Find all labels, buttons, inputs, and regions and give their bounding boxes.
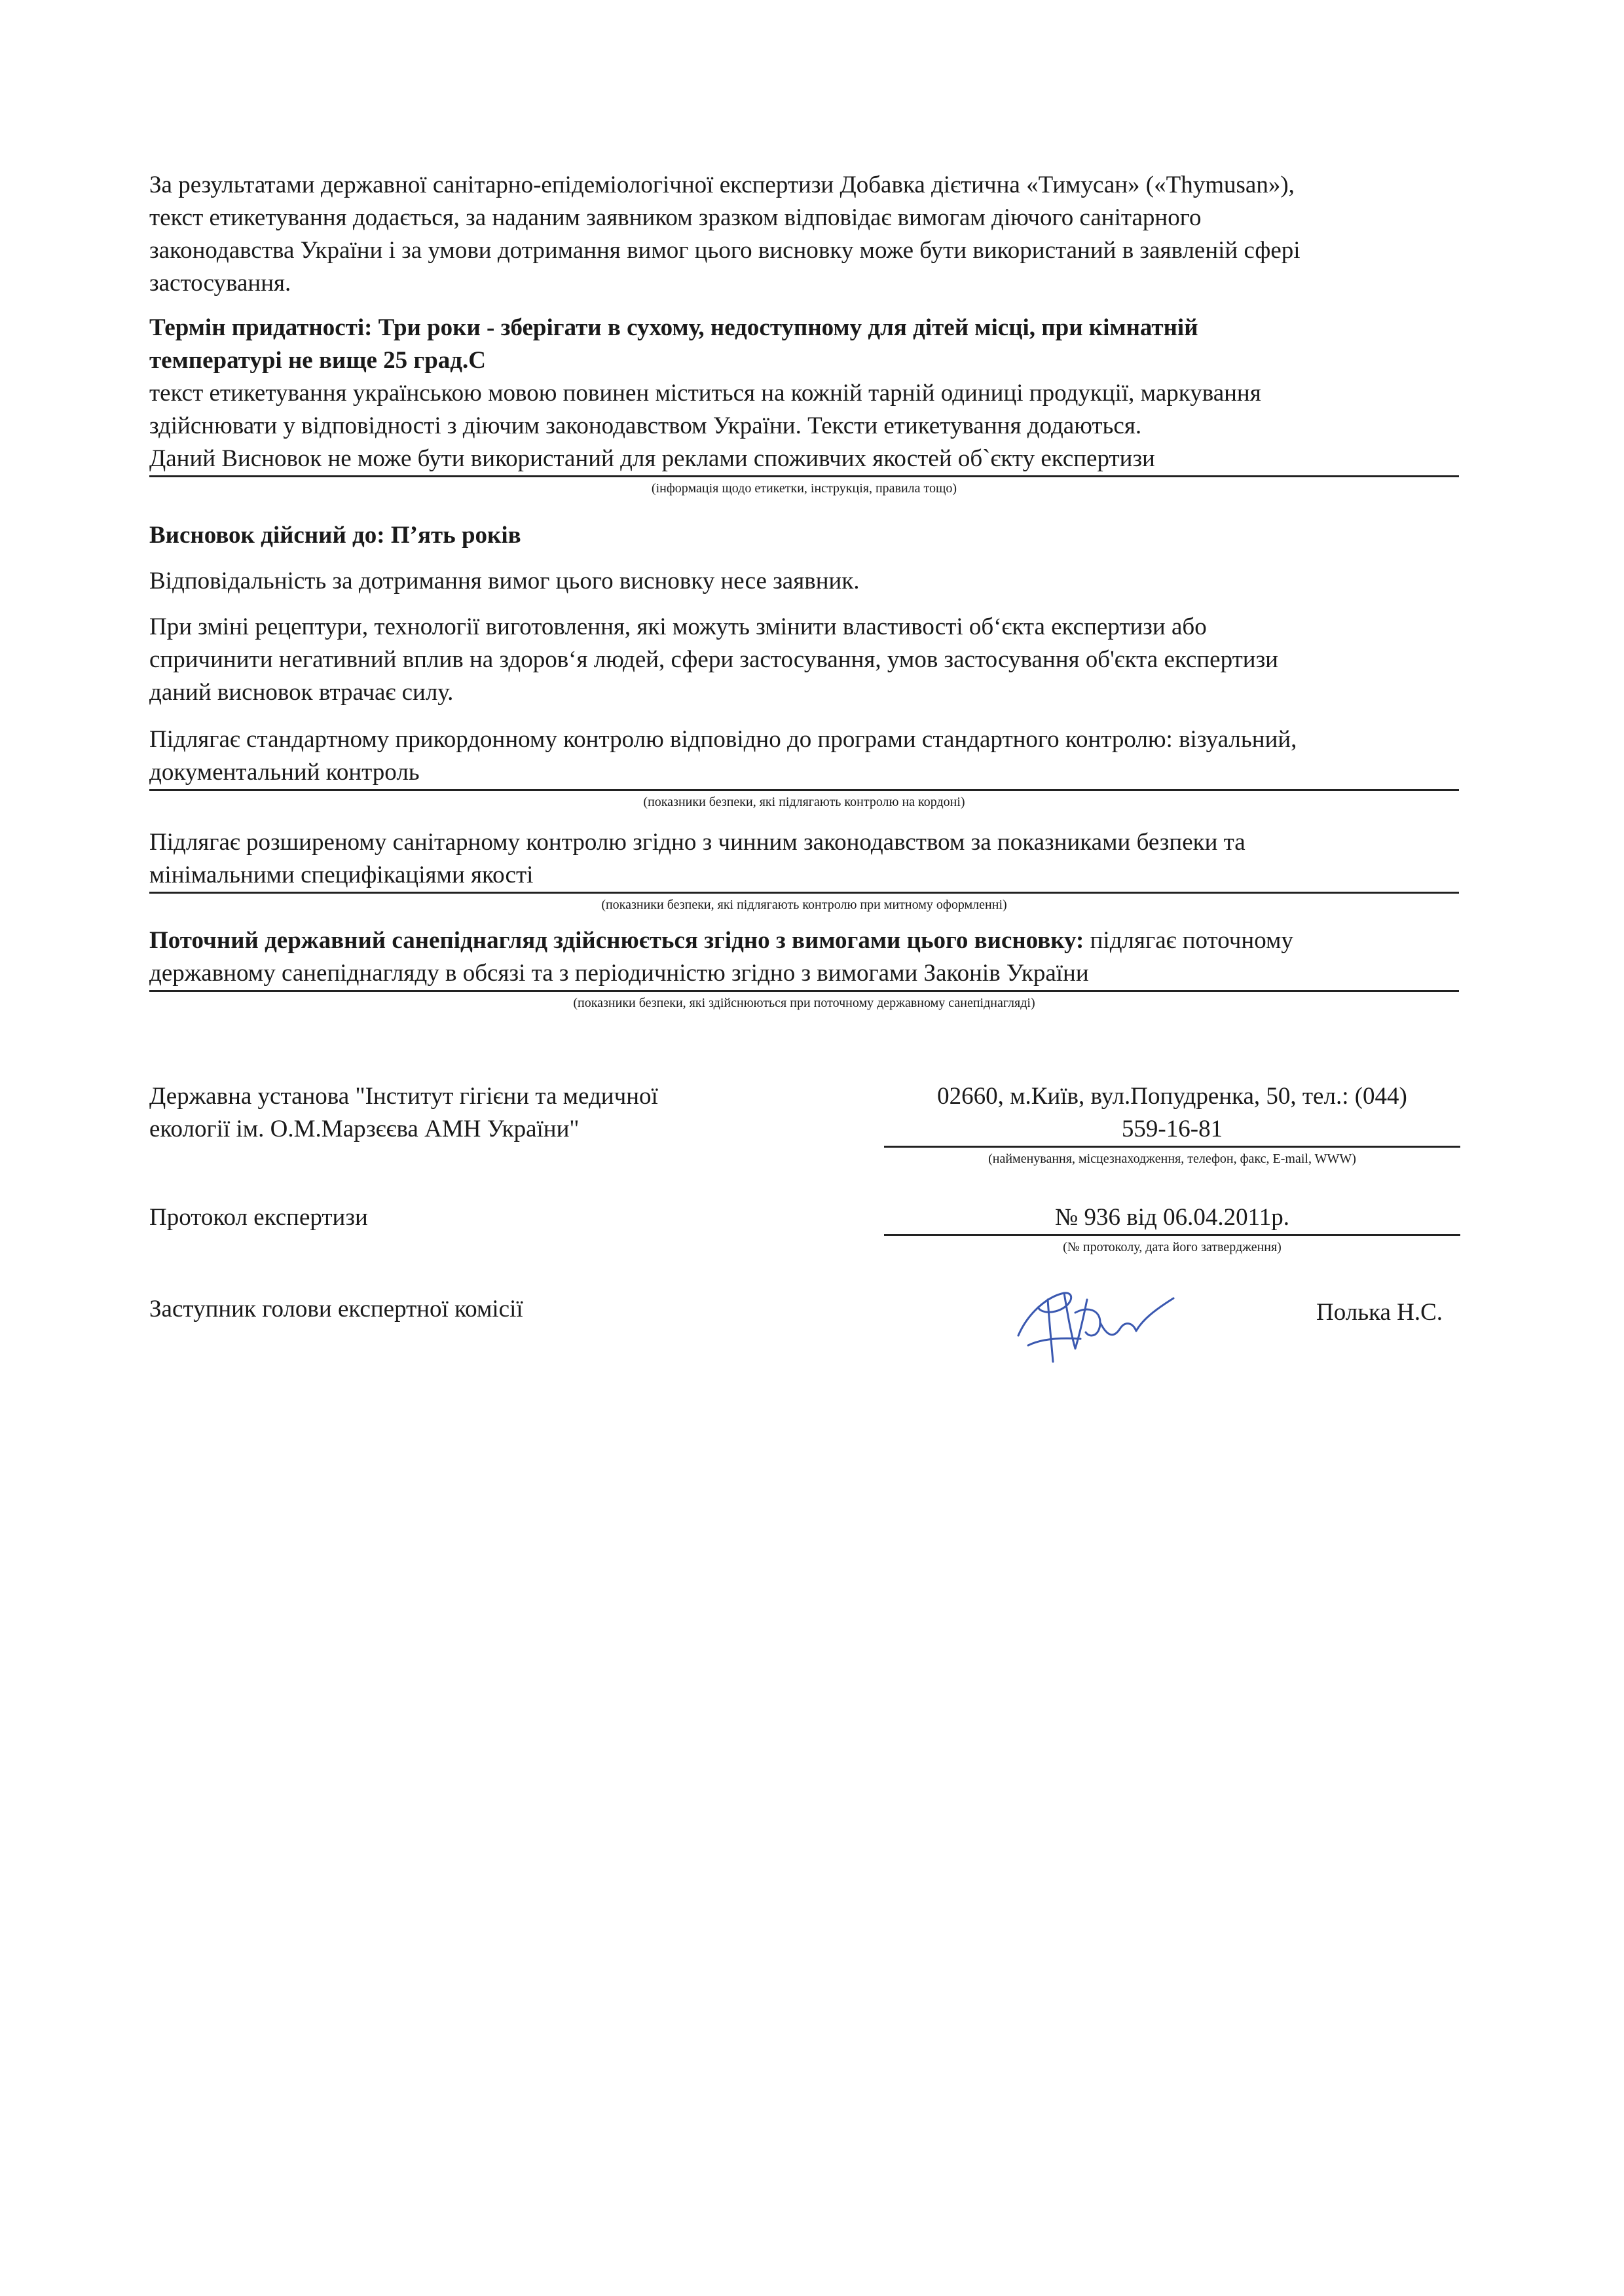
underline-rule <box>149 892 1459 894</box>
labeling-line: Даний Висновок не може бути використаний для реклами споживчих якостей об`єкту експертизи <box>149 445 1155 472</box>
labeling-line: здійснювати у відповідності з діючим законодавством України. Тексти етикетування додаються. <box>149 412 1142 439</box>
protocol-block <box>884 1201 1460 1257</box>
intro-paragraph <box>149 169 1459 300</box>
border-control-section <box>149 723 1459 812</box>
responsibility-text: Відповідальність за дотримання вимог цього висновку несе заявник. <box>149 568 860 594</box>
protocol-label: Протокол експертизи <box>149 1204 368 1231</box>
shelf-life-line: Термін придатності: Три роки - зберігати в сухому, недоступному для дітей місці, при кімнатній <box>149 314 1198 341</box>
underline-rule <box>884 1234 1460 1236</box>
underline-rule <box>149 475 1459 477</box>
shelf-life-paragraph <box>149 312 1459 377</box>
sanitary-control-caption: (показники безпеки, які підлягають контролю при митному оформленні) <box>601 898 1007 912</box>
labeling-section <box>149 377 1459 498</box>
underline-rule <box>149 990 1459 992</box>
intro-line: За результатами державної санітарно-епідеміологічної експертизи Добавка дієтична «Тимусан» («Thymusan»), <box>149 172 1295 198</box>
sanitary-control-line: мінімальними специфікаціями якості <box>149 862 534 888</box>
recipe-change-line: спричинити негативний вплив на здоров‘я людей, сфери застосування, умов застосування об'єкта експертизи <box>149 646 1278 673</box>
border-control-line: Підлягає стандартному прикордонному контролю відповідно до програми стандартного контролю: візуальний, <box>149 726 1297 753</box>
recipe-change-line: даний висновок втрачає силу. <box>149 679 454 706</box>
sanitary-control-section <box>149 826 1459 915</box>
border-control-line: документальний контроль <box>149 759 420 786</box>
institution-address <box>884 1080 1460 1169</box>
signer-name: Полька Н.С. <box>1316 1299 1443 1326</box>
underline-rule <box>149 789 1459 791</box>
institution-name-line: Державна установа "Інститут гігієни та медичної <box>149 1083 658 1110</box>
institution-address-line: 02660, м.Київ, вул.Попудренка, 50, тел.: (044) <box>937 1083 1407 1110</box>
supervision-bold: Поточний державний санепіднагляд здійснюється згідно з вимогами цього висновку: <box>149 927 1084 954</box>
intro-line: застосування. <box>149 270 291 297</box>
institution-name-line: екології ім. О.М.Марзєєва АМН України" <box>149 1116 580 1142</box>
supervision-section <box>149 924 1459 1013</box>
underline-rule <box>884 1146 1460 1148</box>
signature-image <box>1002 1273 1185 1372</box>
recipe-change-line: При зміні рецептури, технології виготовлення, які можуть змінити властивості об‘єкта експертизи або <box>149 613 1207 640</box>
intro-line: текст етикетування додається, за наданим заявником зразком відповідає вимогам діючого санітарного <box>149 204 1202 231</box>
institution-address-line: 559-16-81 <box>1121 1116 1223 1142</box>
institution-caption: (найменування, місцезнаходження, телефон, факс, E-mail, WWW) <box>988 1152 1356 1166</box>
institution-name <box>149 1080 658 1146</box>
recipe-change-paragraph <box>149 611 1459 709</box>
border-control-caption: (показники безпеки, які підлягають контролю на кордоні) <box>643 795 965 809</box>
supervision-rest: підлягає поточному <box>1084 927 1293 954</box>
labeling-line: текст етикетування українською мовою повинен міститься на кожній тарній одиниці продукції, маркування <box>149 380 1261 407</box>
shelf-life-line: температурі не вище 25 град.С <box>149 347 486 374</box>
labeling-caption: (інформація щодо етикетки, інструкція, правила тощо) <box>651 481 957 496</box>
sanitary-control-line: Підлягає розширеному санітарному контролю згідно з чинним законодавством за показниками безпеки та <box>149 829 1246 856</box>
validity-text: Висновок дійсний до: П’ять років <box>149 522 521 549</box>
protocol-value: № 936 від 06.04.2011р. <box>1054 1204 1289 1231</box>
intro-line: законодавства України і за умови дотримання вимог цього висновку може бути використаний в заявленій сфері <box>149 237 1301 264</box>
deputy-label: Заступник голови експертної комісії <box>149 1296 523 1322</box>
protocol-caption: (№ протоколу, дата його затвердження) <box>1063 1240 1282 1254</box>
supervision-line: державному санепіднагляду в обсязі та з періодичністю згідно з вимогами Законів України <box>149 960 1089 987</box>
supervision-caption: (показники безпеки, які здійснюються при поточному державному санепіднагляді) <box>573 996 1035 1010</box>
